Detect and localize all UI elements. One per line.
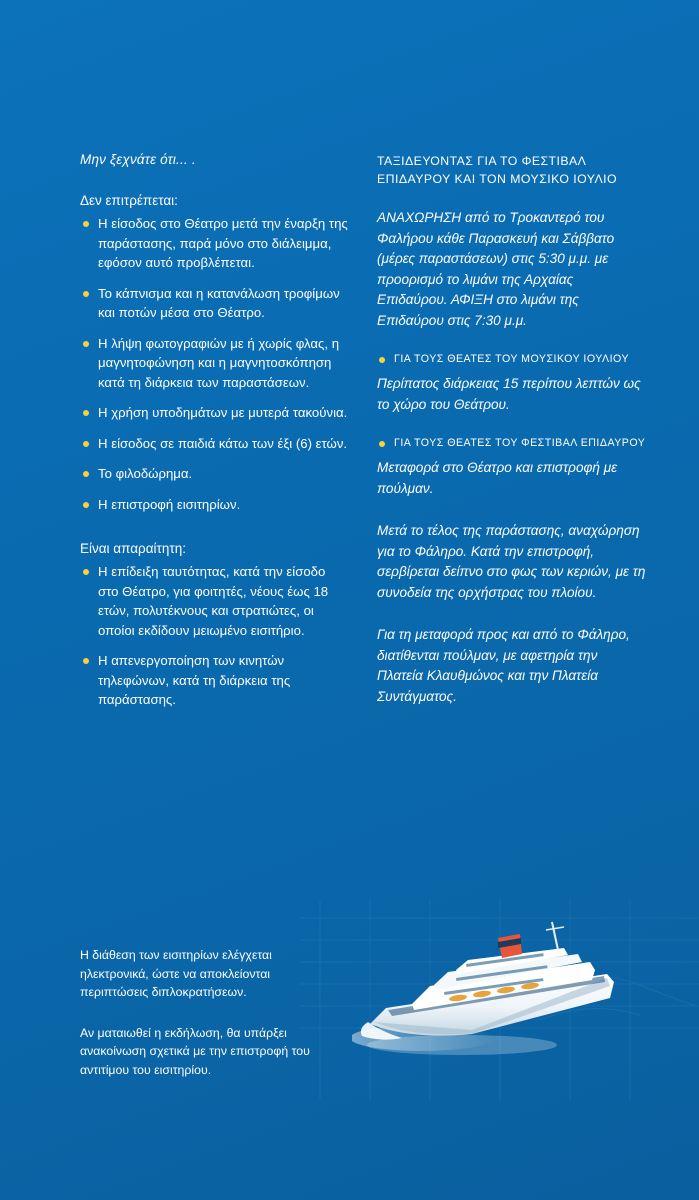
list-item: Το φιλοδώρημα. [80, 464, 348, 484]
list-item: Το κάπνισμα και η κατανάλωση τροφίμων και ποτών μέσα στο Θέατρο. [80, 284, 348, 323]
coach-transfer-info: Για τη μεταφορά προς και από το Φάληρο, διατίθενται πούλμαν, με αφετηρία την Πλατεία Κλαυθμώνος και την Πλατεία Συντάγματος. [377, 627, 630, 704]
footer-notes [80, 946, 332, 1101]
left-column [80, 152, 348, 721]
required-list [80, 562, 348, 710]
list-item: Η είσοδος στο Θέατρο μετά την έναρξη της παράστασης, παρά μόνο στο διάλειμμα, εφόσον αυτό προβλέπεται. [80, 214, 348, 273]
not-allowed-heading: Δεν επιτρέπεται: [80, 193, 178, 208]
section-spacer [80, 525, 348, 541]
list-item: Η απενεργοποίηση των κινητών τηλεφώνων, κατά τη διάρκεια της παράστασης. [80, 651, 348, 710]
list-item: Η λήψη φωτογραφιών με ή χωρίς φλας, η μαγνητοφώνηση και η μαγνητοσκόπηση κατά τη διάρκεια των παραστάσεων. [80, 334, 348, 393]
right-column [377, 152, 647, 729]
music-july-audience-label: ΓΙΑ ΤΟΥΣ ΘΕΑΤΕΣ ΤΟΥ ΜΟΥΣΙΚΟΥ ΙΟΥΛΙΟΥ [377, 353, 647, 365]
list-item: Η επιστροφή εισιτηρίων. [80, 495, 348, 515]
list-item: Η είσοδος σε παιδιά κάτω των έξι (6) ετών. [80, 434, 348, 454]
cancellation-note: Αν ματαιωθεί η εκδήλωση, θα υπάρξει ανακοίνωση σχετικά με την επιστροφή του αντιτίμου του εισιτηρίου. [80, 1025, 310, 1077]
left-lead-text: Μην ξεχνάτε ότι... . [80, 152, 196, 167]
cruise-ship-illustration [352, 912, 672, 1072]
electronic-ticketing-note: Η διάθεση των εισιτηρίων ελέγχεται ηλεκτρονικά, ώστε να αποκλείονται περιπτώσεις διπλοκρατήσεων. [80, 948, 272, 999]
return-trip-info: Μετά το τέλος της παράστασης, αναχώρηση για το Φάληρο. Κατά την επιστροφή, σερβίρεται δείπνο στο φως των κεριών, με τη συνοδεία της ορχήστρας του πλοίου. [377, 523, 646, 600]
departure-info: ΑΝΑΧΩΡΗΣΗ από το Τροκαντερό του Φαλήρου κάθε Παρασκευή και Σάββατο (μέρες παραστάσεων) στις 5:30 μ.μ. με προορισμό το λιμάνι της Αρχαίας Επιδαύρου. ΑΦΙΞΗ στο λιμάνι της Επιδαύρου στις 7:30 μ.μ. [377, 210, 615, 328]
not-allowed-list [80, 214, 348, 514]
required-heading: Είναι απαραίτητη: [80, 541, 186, 556]
list-item: Η χρήση υποδημάτων με μυτερά τακούνια. [80, 403, 348, 423]
ship-icon [352, 912, 672, 1072]
music-july-audience-text: Περίπατος διάρκειας 15 περίπου λεπτών ως το χώρο του Θεάτρου. [377, 376, 641, 412]
list-item: Η επίδειξη ταυτότητας, κατά την είσοδο στο Θέατρο, για φοιτητές, νέους έως 18 ετών, πολυτέκνους και στρατιώτες, οι οποίοι εκδίδουν μειωμένο εισιτήριο. [80, 562, 348, 640]
travel-section-title: ΤΑΞΙΔΕΥΟΝΤΑΣ ΓΙΑ ΤΟ ΦΕΣΤΙΒΑΛ ΕΠΙΔΑΥΡΟΥ ΚΑΙ ΤΟΝ ΜΟΥΣΙΚΟ ΙΟΥΛΙΟ [377, 154, 618, 186]
epidaurus-festival-audience-text: Μεταφορά στο Θέατρο και επιστροφή με πούλμαν. [377, 460, 618, 496]
epidaurus-festival-audience-label: ΓΙΑ ΤΟΥΣ ΘΕΑΤΕΣ ΤΟΥ ΦΕΣΤΙΒΑΛ ΕΠΙΔΑΥΡΟΥ [377, 437, 647, 449]
